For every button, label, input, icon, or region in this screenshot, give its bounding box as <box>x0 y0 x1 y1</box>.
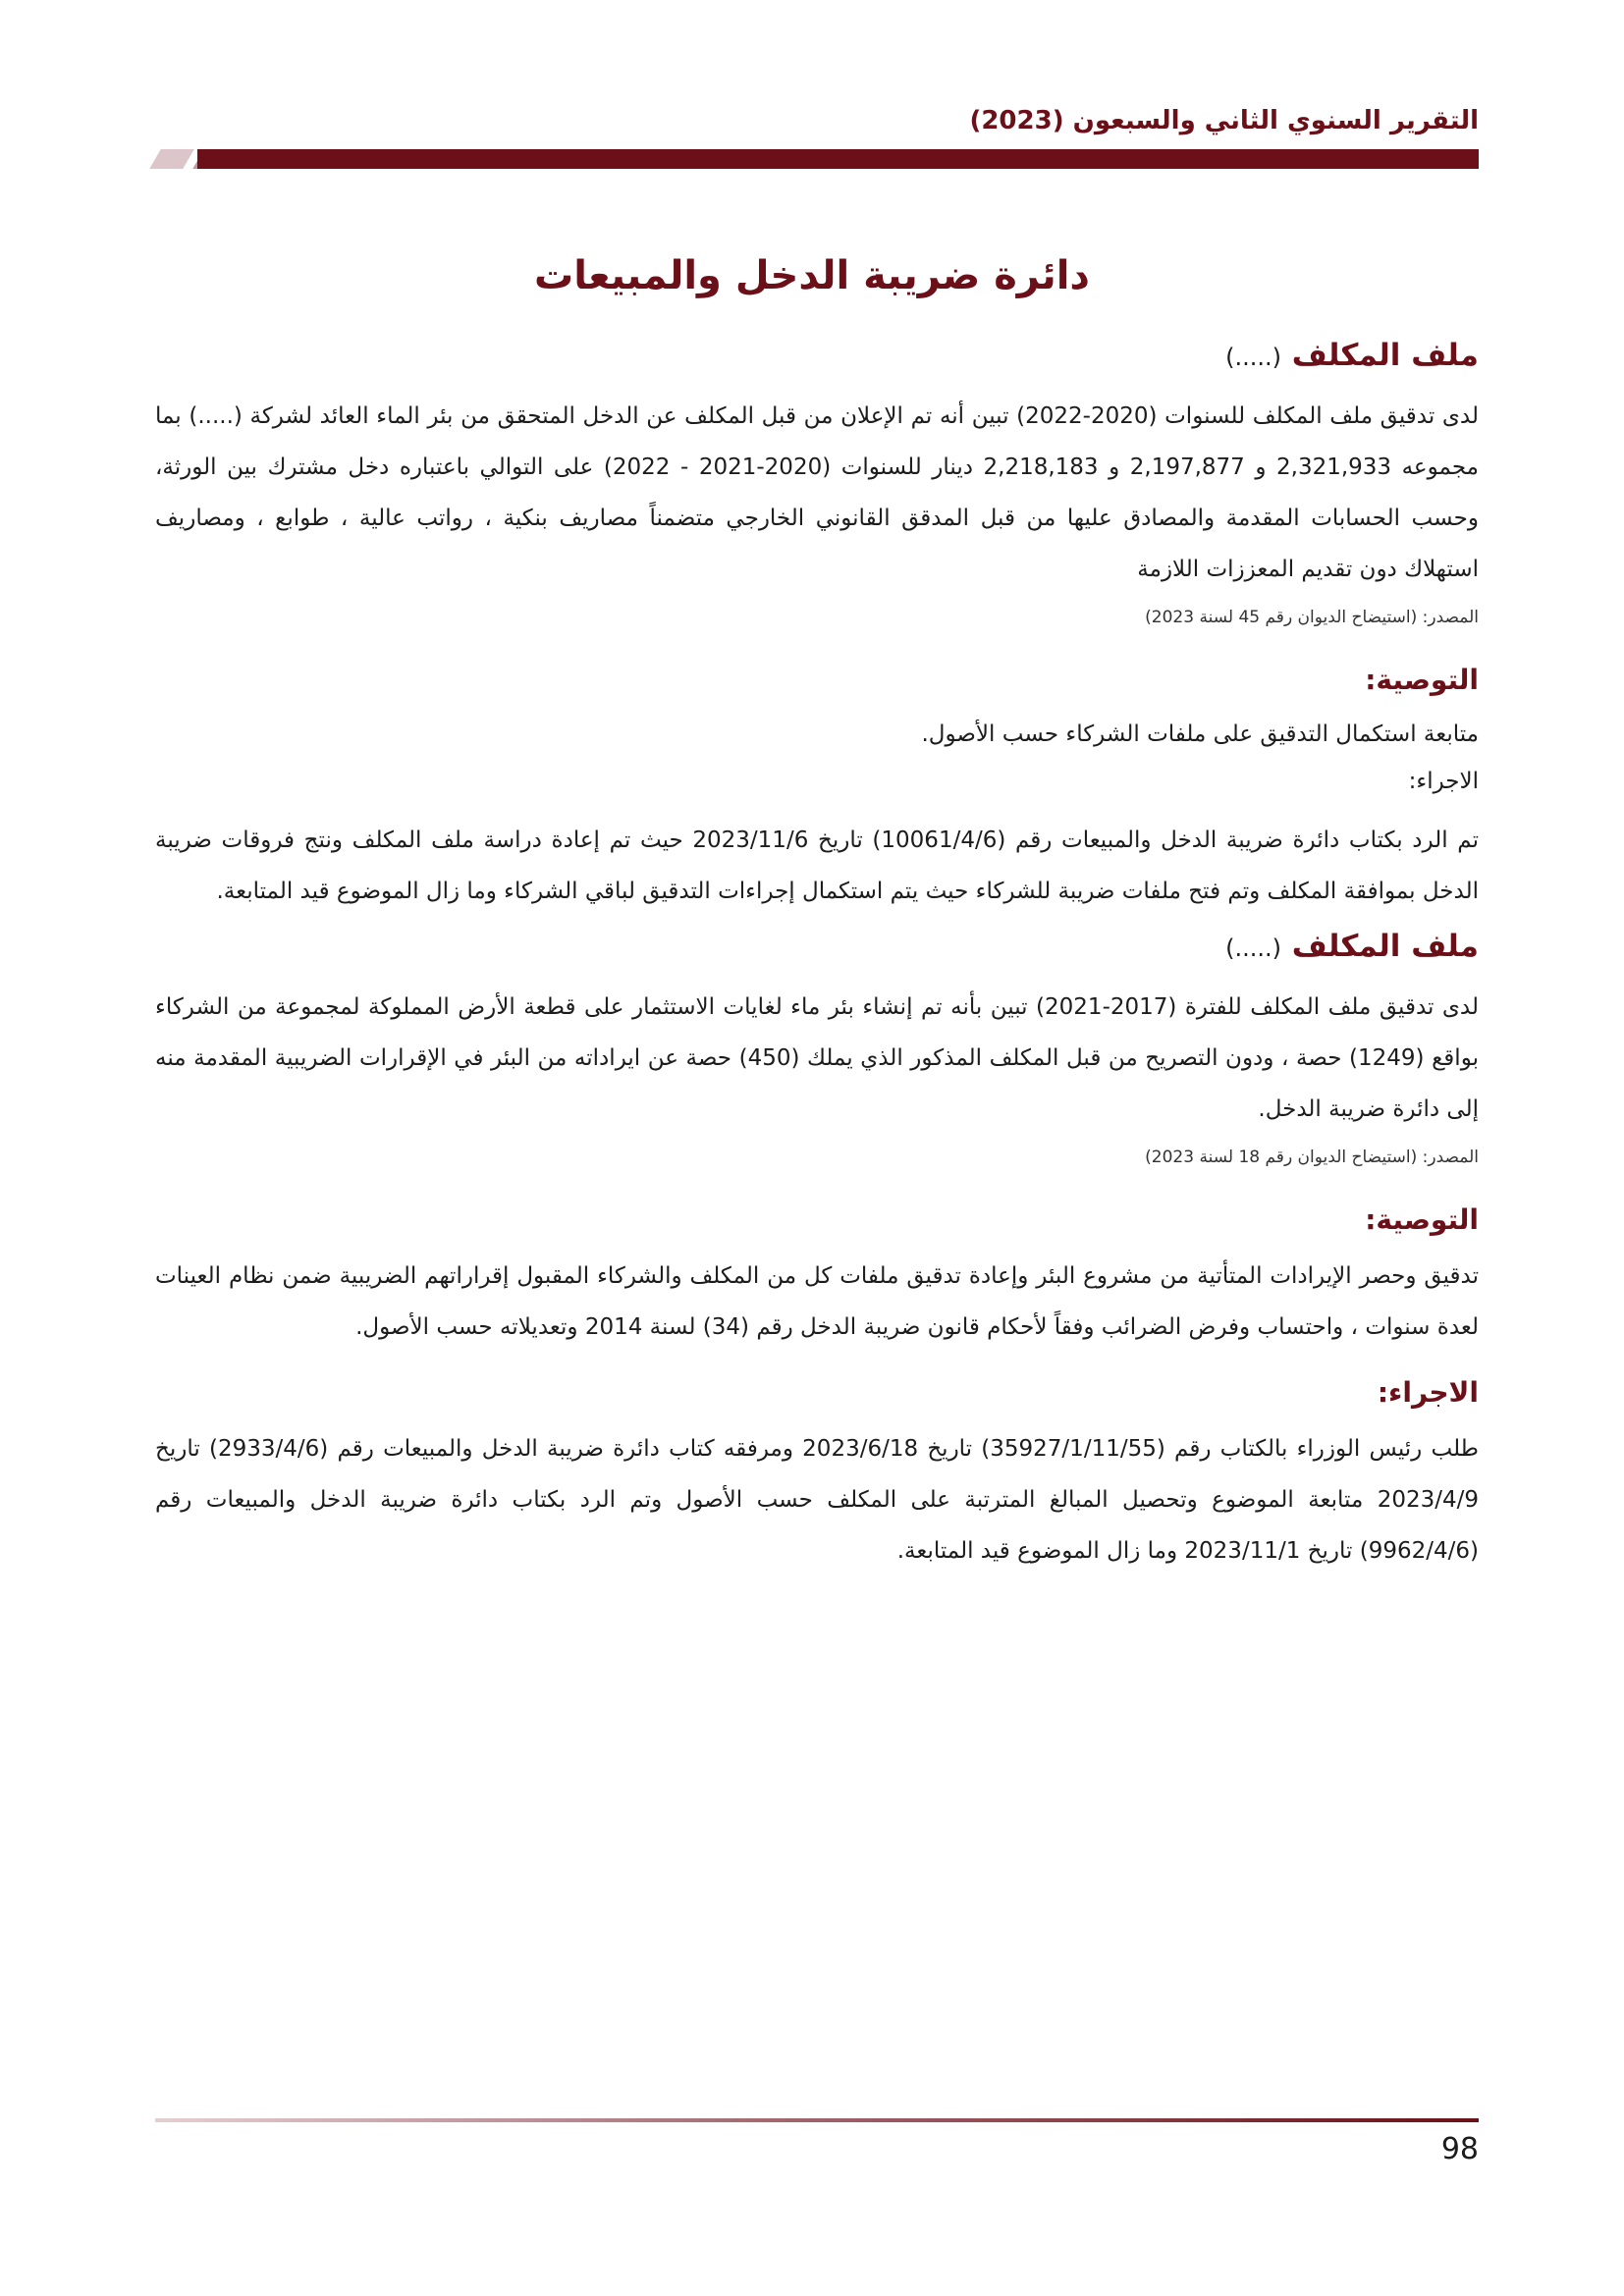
header-band-segment-light <box>149 149 194 169</box>
section2-source: المصدر: (استيضاح الديوان رقم 18 لسنة 2023) <box>1145 1148 1479 1167</box>
section2-recommendation-heading: التوصية: <box>1365 1203 1479 1236</box>
section2-paragraph: لدى تدقيق ملف المكلف للفترة (2017-2021) تبين بأنه تم إنشاء بئر ماء لغايات الاستثمار على قطعة الأرض المملوكة لمجموعة من الشركاء بواقع (1249) حصة ، ودون التصريح من قبل المكلف المذكور الذي يملك (450) حصة عن ايراداته من البئر في الإقرارات الضريبية المقدمة منه إلى دائرة ضريبة الدخل. <box>155 994 1479 1122</box>
page-number: 98 <box>1440 2132 1479 2166</box>
section2-heading <box>155 923 1479 972</box>
page-title: دائرة ضريبة الدخل والمبيعات <box>534 253 1090 298</box>
section2-action-heading: الاجراء: <box>1377 1376 1479 1409</box>
section1-paragraph: لدى تدقيق ملف المكلف للسنوات (2020-2022) تبين أنه تم الإعلان من قبل المكلف عن الدخل المتحقق من بئر الماء العائد لشركة (.....) بما مجموعه 2,321,933 و 2,197,877 و 2,218,183 دينار للسنوات (2020-2021 - 2022) على التوالي باعتباره دخل مشترك بين الورثة، وحسب الحسابات المقدمة والمصادق عليها من قبل المدقق القانوني الخارجي متضمناً مصاريف بنكية ، رواتب عالية ، طوابع ، ومصاريف استهلاك دون تقديم المعززات اللازمة <box>155 403 1479 582</box>
section1-heading <box>155 332 1479 381</box>
section2-action: طلب رئيس الوزراء بالكتاب رقم (35927/1/11/55) تاريخ 2023/6/18 ومرفقه كتاب دائرة ضريبة الدخل والمبيعات رقم (2933/4/6) تاريخ 2023/4/9 متابعة الموضوع وتحصيل المبالغ المترتبة على المكلف حسب الأصول وتم الرد بكتاب دائرة ضريبة الدخل والمبيعات رقم (9962/4/6) تاريخ 2023/11/1 وما زال الموضوع قيد المتابعة. <box>155 1436 1479 1564</box>
section2-heading-dots: (.....) <box>1225 934 1281 962</box>
section1-action-heading: الاجراء: <box>1408 769 1479 794</box>
section1-recommendation-heading: التوصية: <box>1365 664 1479 696</box>
section1-recommendation: متابعة استكمال التدقيق على ملفات الشركاء حسب الأصول. <box>921 721 1479 747</box>
section1-action: تم الرد بكتاب دائرة ضريبة الدخل والمبيعات رقم (10061/4/6) تاريخ 2023/11/6 حيث تم إعادة دراسة ملف المكلف ونتج فروقات ضريبة الدخل بموافقة المكلف وتم فتح ملفات ضريبة للشركاء حيث يتم استكمال إجراءات التدقيق لباقي الشركاء وما زال الموضوع قيد المتابعة. <box>155 828 1479 904</box>
report-header-title: التقرير السنوي الثاني والسبعون (2023) <box>969 106 1479 135</box>
section1-heading-dots: (.....) <box>1225 344 1281 371</box>
section2-heading-text: ملف المكلف <box>1291 929 1479 964</box>
section2-recommendation: تدقيق وحصر الإيرادات المتأتية من مشروع البئر وإعادة تدقيق ملفات كل من المكلف والشركاء المقبول إقراراتهم الضريبية ضمن نظام العينات لعدة سنوات ، واحتساب وفرض الضرائب وفقاً لأحكام قانون ضريبة الدخل رقم (34) لسنة 2014 وتعديلاته حسب الأصول. <box>155 1263 1479 1340</box>
footer-divider <box>155 2118 1479 2122</box>
section1-heading-text: ملف المكلف <box>1291 338 1479 373</box>
header-band-main <box>197 149 1479 169</box>
page-content <box>155 324 1479 1576</box>
section1-source: المصدر: (استيضاح الديوان رقم 45 لسنة 2023) <box>1145 608 1479 627</box>
header-band <box>155 149 1479 169</box>
